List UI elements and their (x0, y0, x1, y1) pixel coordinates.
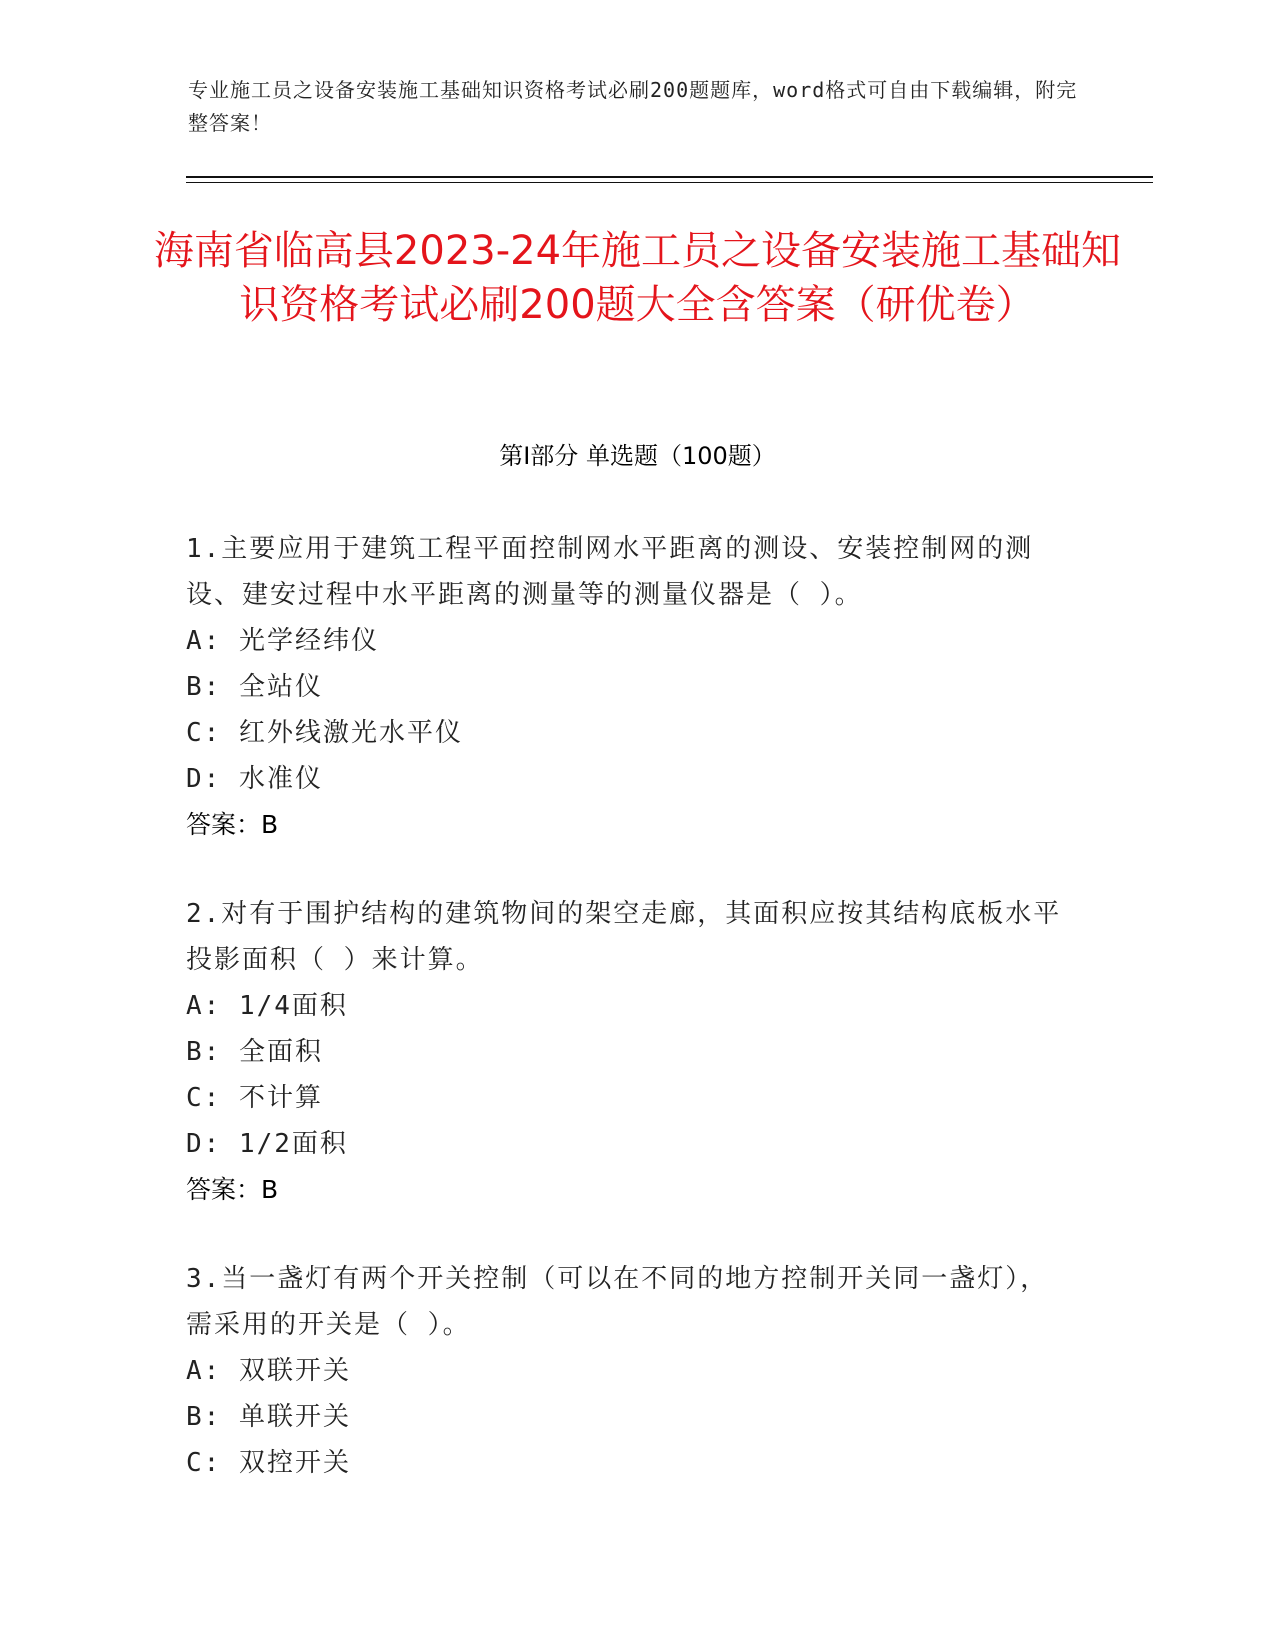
option-c: C: 不计算 (186, 1083, 323, 1113)
section-title: 第I部分 单选题（100题） (499, 442, 776, 470)
question-stem: 1.主要应用于建筑工程平面控制网水平距离的测设、安装控制网的测设、建安过程中水平距离的测量等的测量仪器是（ ）。 (186, 534, 1034, 610)
document-title: 海南省临高县2023-24年施工员之设备安装施工基础知识资格考试必刷200题大全含答案（研优卷） (153, 228, 1122, 328)
option-d: D: 1/2面积 (186, 1129, 348, 1159)
header-divider-thick (186, 176, 1153, 178)
question-stem: 2.对有于围护结构的建筑物间的架空走廊，其面积应按其结构底板水平投影面积（ ）来计算。 (186, 899, 1062, 975)
question-stem: 3.当一盏灯有两个开关控制（可以在不同的地方控制开关同一盏灯），需采用的开关是（ ）。 (186, 1264, 1049, 1340)
option-a: A: 光学经纬仪 (186, 626, 379, 656)
option-a: A: 双联开关 (186, 1356, 351, 1386)
answer: 答案：B (186, 1175, 279, 1204)
question-1 (186, 526, 1066, 848)
option-a: A: 1/4面积 (186, 991, 348, 1021)
header-divider-thin (186, 182, 1153, 183)
header-note: 专业施工员之设备安装施工基础知识资格考试必刷200题题库，word格式可自由下载编辑，附完整答案！ (188, 78, 1078, 135)
question-3 (186, 1256, 1066, 1486)
question-2 (186, 891, 1066, 1213)
option-b: B: 单联开关 (186, 1402, 351, 1432)
option-c: C: 双控开关 (186, 1448, 351, 1478)
answer: 答案：B (186, 810, 279, 839)
option-c: C: 红外线激光水平仪 (186, 718, 463, 748)
option-b: B: 全面积 (186, 1037, 323, 1067)
option-b: B: 全站仪 (186, 672, 323, 702)
option-d: D: 水准仪 (186, 764, 323, 794)
